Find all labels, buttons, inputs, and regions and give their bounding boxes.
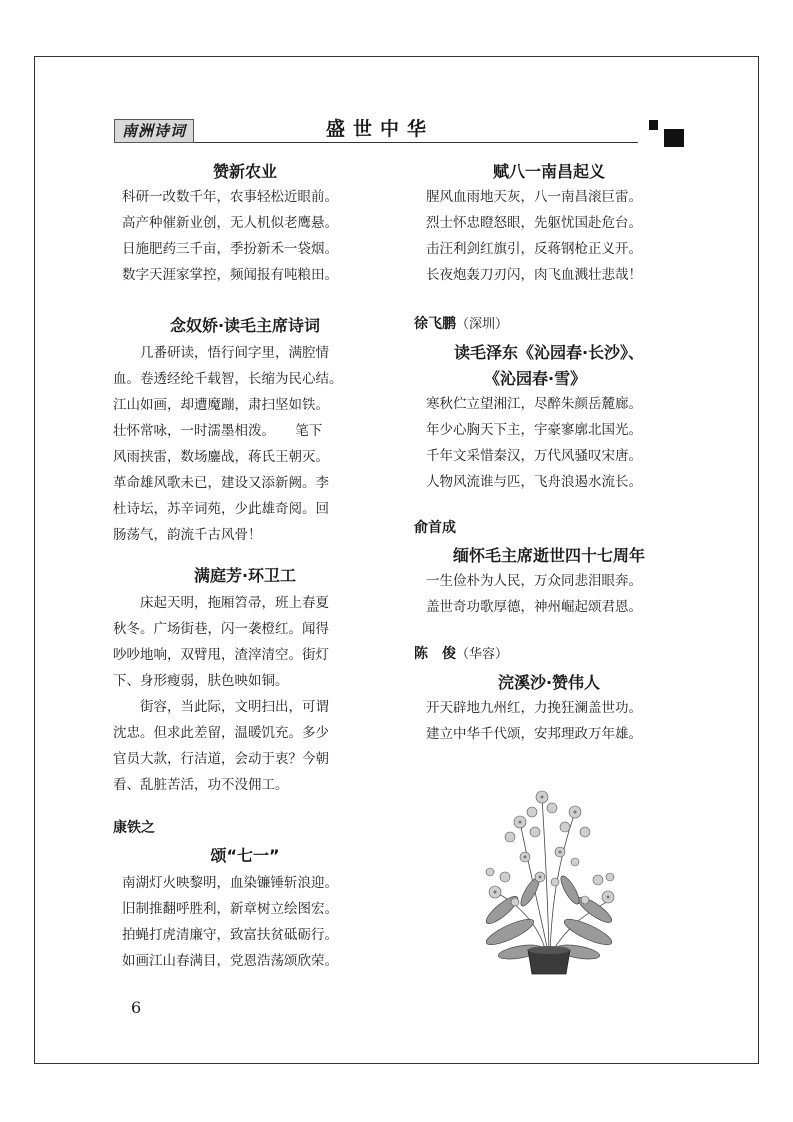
poem-title-continued: 《沁园春·雪》	[484, 369, 587, 388]
poem-line: 开天辟地九州红，力挽狂澜盖世功。	[426, 700, 642, 716]
author-name: 陈 俊	[414, 646, 456, 662]
author-place: （深圳）	[456, 317, 509, 332]
poem-line: 几番研读，悟行间字里，满腔情	[140, 345, 329, 361]
poem-line: 人物风流谁与匹，飞舟浪遏水流长。	[426, 474, 642, 490]
poem-line: 拍蝇打虎清廉守，致富扶贫砥砺行。	[122, 927, 338, 943]
poem-line: 数字天涯家掌控，频闻报有吨粮田。	[122, 267, 338, 283]
poem-body	[414, 184, 684, 288]
poem-line: 击汪利剑红旗引，反蒋钢枪正义开。	[426, 241, 642, 257]
poem-zan-xin-nongye	[110, 160, 380, 288]
section-title: 盛世中华	[325, 118, 434, 140]
poem-title: 缅怀毛主席逝世四十七周年	[452, 546, 645, 565]
author-place: （华容）	[456, 647, 509, 662]
poem-line: 科研一改数千年，农事轻松近眼前。	[122, 189, 338, 205]
poem-title: 读毛泽东《沁园春·长沙》、	[453, 343, 645, 362]
poem-author: 康铁之	[113, 820, 155, 836]
poem-body	[110, 340, 380, 548]
poem-author	[414, 644, 684, 665]
poem-mianhuai	[414, 518, 684, 620]
poem-title: 念奴娇·读毛主席诗词	[169, 316, 321, 335]
poem-body	[110, 590, 380, 798]
poem-line: 烈士怀忠瞪怒眼，先躯忧国赴危台。	[426, 215, 642, 231]
poem-line: 如画江山春满目，党恩浩荡颂欣荣。	[122, 953, 338, 969]
poem-title: 赋八一南昌起义	[492, 162, 605, 181]
poem-body	[110, 184, 380, 288]
poem-body	[414, 695, 684, 747]
poem-author	[414, 314, 684, 335]
poem-line: 旧制推翻呼胜利，新章树立绘图宏。	[122, 901, 338, 917]
poem-line: 秋冬。广场街巷，闪一袭橙红。闻得	[113, 621, 329, 637]
poem-line: 千年文采惜秦汉，万代风骚叹宋唐。	[426, 448, 642, 464]
poem-line: 一生俭朴为人民，万众同悲泪眼奔。	[426, 573, 642, 589]
poem-song-qiyi	[110, 818, 380, 974]
decorative-square-small	[649, 120, 658, 130]
header-rule	[194, 142, 638, 143]
poem-line: 年少心胸天下主，宇豪寥廓北国光。	[426, 422, 642, 438]
page-number: 6	[131, 998, 142, 1017]
poem-line: 建立中华千代颂，安邦理政万年雄。	[426, 726, 642, 742]
poem-line: 革命雄风歌未已，建设又添新阙。李	[113, 475, 329, 491]
poem-du-qinyuanchun	[414, 314, 684, 495]
decorative-square-large	[664, 129, 684, 147]
poem-mantingfang	[110, 564, 380, 798]
poem-line: 下、身形瘦弱，肤色映如铜。	[113, 673, 289, 689]
author-name: 徐飞鹏	[414, 316, 456, 332]
poem-title: 浣溪沙·赞伟人	[497, 673, 601, 692]
poem-niannujiao	[110, 314, 380, 548]
poem-line: 杜诗坛，苏辛词苑，少此雄奇阅。回	[113, 501, 329, 517]
poem-line: 腥风血雨地天灰，八一南昌滚巨雷。	[426, 189, 642, 205]
poem-line: 沈忠。但求此差留，温暖饥充。多少	[113, 725, 329, 741]
poem-line: 寒秋伫立望湘江，尽醉朱颜岳麓廊。	[426, 396, 642, 412]
poem-line: 风雨挟雷，数场鏖战，蒋氏王朝灭。	[113, 449, 329, 465]
poem-line: 南湖灯火映黎明，血染镰锤斩浪迎。	[122, 875, 338, 891]
poem-huanxisha	[414, 644, 684, 747]
poem-line: 长夜炮轰刀刃闪，肉飞血溅壮悲哉！	[426, 267, 642, 283]
poem-author: 俞首成	[414, 520, 456, 536]
poem-title: 颂“七一”	[210, 846, 280, 865]
poem-line: 血。卷透经纶千载智，长缩为民心结。	[113, 371, 343, 387]
poem-line: 江山如画，却遭魔蹦，肃扫坚如铁。	[113, 397, 329, 413]
poem-line: 盖世奇功歌厚德，神州崛起颂君恩。	[426, 599, 642, 615]
poem-line: 吵吵地响，双臂甩，渣滓清空。街灯	[113, 647, 329, 663]
poem-line: 壮怀常咏，一时濡墨相泼。 笔下	[113, 423, 323, 439]
poem-line: 官员大款，行洁道，会动于衷？今朝	[113, 751, 329, 767]
poem-line: 肠荡气，韵流千古风骨！	[113, 527, 262, 543]
poem-line: 床起天明，拖厢笤帚，班上春夏	[140, 595, 329, 611]
poem-line: 高产种催新业创，无人机似老鹰悬。	[122, 215, 338, 231]
poem-title: 赞新农业	[212, 162, 277, 181]
poem-body	[414, 568, 684, 620]
column-tag: 南洲诗词	[114, 119, 194, 143]
poem-line: 街容，当此际，文明扫出，可谓	[140, 699, 329, 715]
flower-bouquet-illustration	[480, 782, 618, 978]
poem-line: 日施肥药三千亩，季扮新禾一袋烟。	[122, 241, 338, 257]
poem-fu-bayi	[414, 160, 684, 288]
poem-body	[414, 391, 684, 495]
poem-body	[110, 870, 380, 974]
poem-line: 看、乱脏苦活，功不没佣工。	[113, 777, 289, 793]
poem-title: 满庭芳·环卫工	[193, 566, 297, 585]
